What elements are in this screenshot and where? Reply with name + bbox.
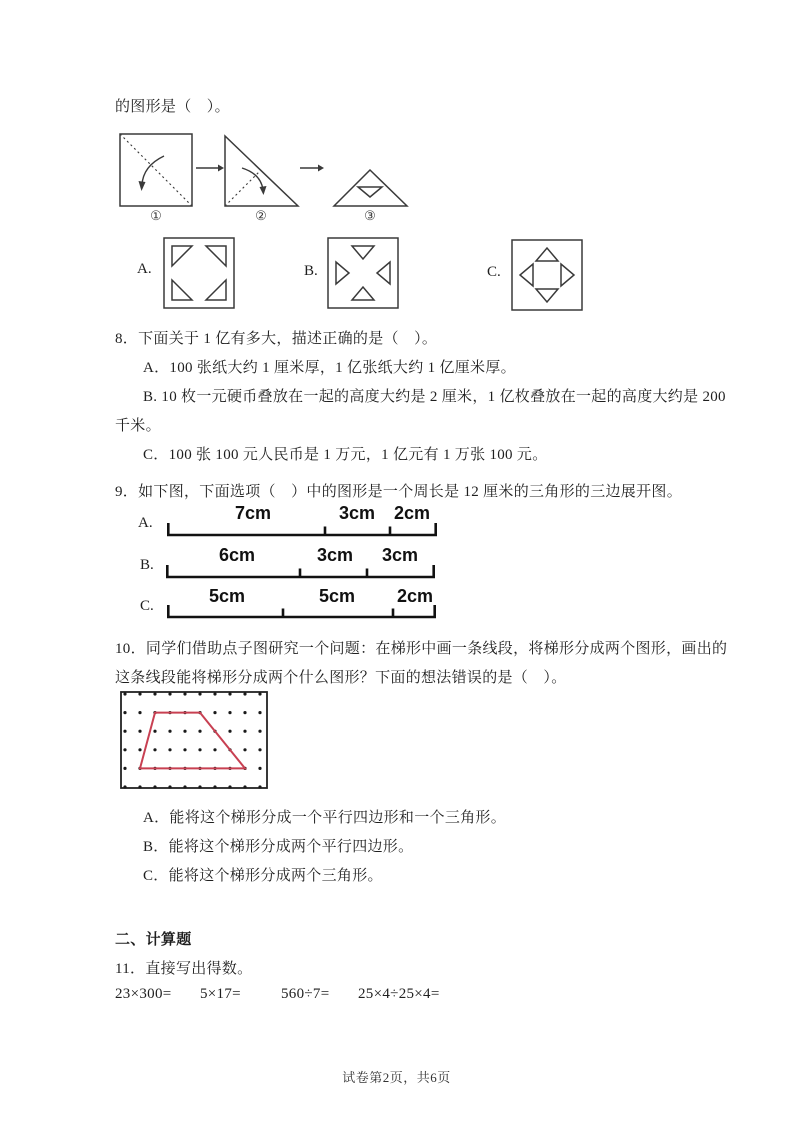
q9-ruler-c-seg3-label: 2cm [396,586,434,606]
q7-option-b-figure [327,237,399,309]
q9-ruler-c-seg2-label: 5cm [318,586,356,606]
q10-stem-line2: 这条线段能将梯形分成两个什么图形？下面的想法错误的是（ ）。 [115,670,567,686]
fold-step1-square [120,134,192,206]
q7-stem-fragment: 的图形是（ ）。 [115,99,230,115]
q7-option-a-figure [163,237,235,309]
q9-ruler-b-seg1-label: 6cm [218,545,256,565]
q9-ruler-b-seg2-label: 3cm [316,545,354,565]
q8-stem: 8．下面关于 1 亿有多大，描述正确的是（ ）。 [115,331,438,347]
q9-ruler-a-seg3-label: 2cm [393,503,431,523]
q10-option-b: B．能将这个梯形分成两个平行四边形。 [143,839,414,855]
page-footer: 试卷第2页，共6页 [342,1070,451,1085]
q8-option-c: C．100 张 100 元人民币是 1 万元，1 亿元有 1 万张 100 元。 [143,447,548,463]
trapezoid-shape [140,713,245,769]
q11-expression-3: 560÷7= [281,986,330,1002]
q7-option-b-letter: B. [304,263,318,279]
fold-step3-result [334,170,407,206]
q9-ruler-a-seg1-label: 7cm [234,503,272,523]
q11-stem: 11．直接写出得数。 [115,961,253,977]
fold-sequence-figure [115,128,415,212]
q9-ruler-b-seg3-label: 3cm [381,545,419,565]
q10-stem-line1: 10．同学们借助点子图研究一个问题：在梯形中画一条线段，将梯形分成两个图形，画出的 [115,641,728,657]
q9-ruler-b-figure [165,561,437,579]
q9-ruler-a-figure [166,519,438,537]
fold-arrowhead-2 [260,186,267,195]
arrow-right-icon [300,165,324,172]
q9-ruler-c-figure [166,601,437,619]
q7-option-c-figure [511,239,583,311]
fold-arrowhead-1 [139,181,146,191]
fold-step2-label: ② [255,208,267,223]
q10-option-c: C．能将这个梯形分成两个三角形。 [143,868,383,884]
q9-ruler-c-letter: C. [140,598,154,614]
q9-ruler-a-seg2-label: 3cm [338,503,376,523]
q9-ruler-a-letter: A. [138,515,153,531]
q11-expression-2: 5×17= [200,986,241,1002]
q9-ruler-c-seg1-label: 5cm [208,586,246,606]
q10-option-a: A．能将这个梯形分成一个平行四边形和一个三角形。 [143,810,507,826]
q11-expression-1: 23×300= [115,986,172,1002]
q9-stem: 9．如下图，下面选项（ ）中的图形是一个周长是 12 厘米的三角形的三边展开图。 [115,484,683,500]
q8-option-a: A．100 张纸大约 1 厘米厚，1 亿张纸大约 1 亿厘米厚。 [143,360,516,376]
q7-option-c-letter: C. [487,264,501,280]
arrow-right-icon [196,165,224,172]
q8-option-b-cont: 千米。 [115,418,161,434]
q7-option-a-letter: A. [137,261,152,277]
q8-option-b: B. 10 枚一元硬币叠放在一起的高度大约是 2 厘米，1 亿枚叠放在一起的高度大约是 200 [143,389,726,405]
dot-grid-dots [123,692,261,788]
fold-step3-label: ③ [364,208,376,223]
section2-title: 二、计算题 [115,932,192,948]
q9-ruler-b-letter: B. [140,557,154,573]
q11-expression-4: 25×4÷25×4= [358,986,440,1002]
fold-step1-label: ① [150,208,162,223]
q10-dot-grid-figure [120,691,268,789]
fold-step2-triangle [225,136,298,206]
